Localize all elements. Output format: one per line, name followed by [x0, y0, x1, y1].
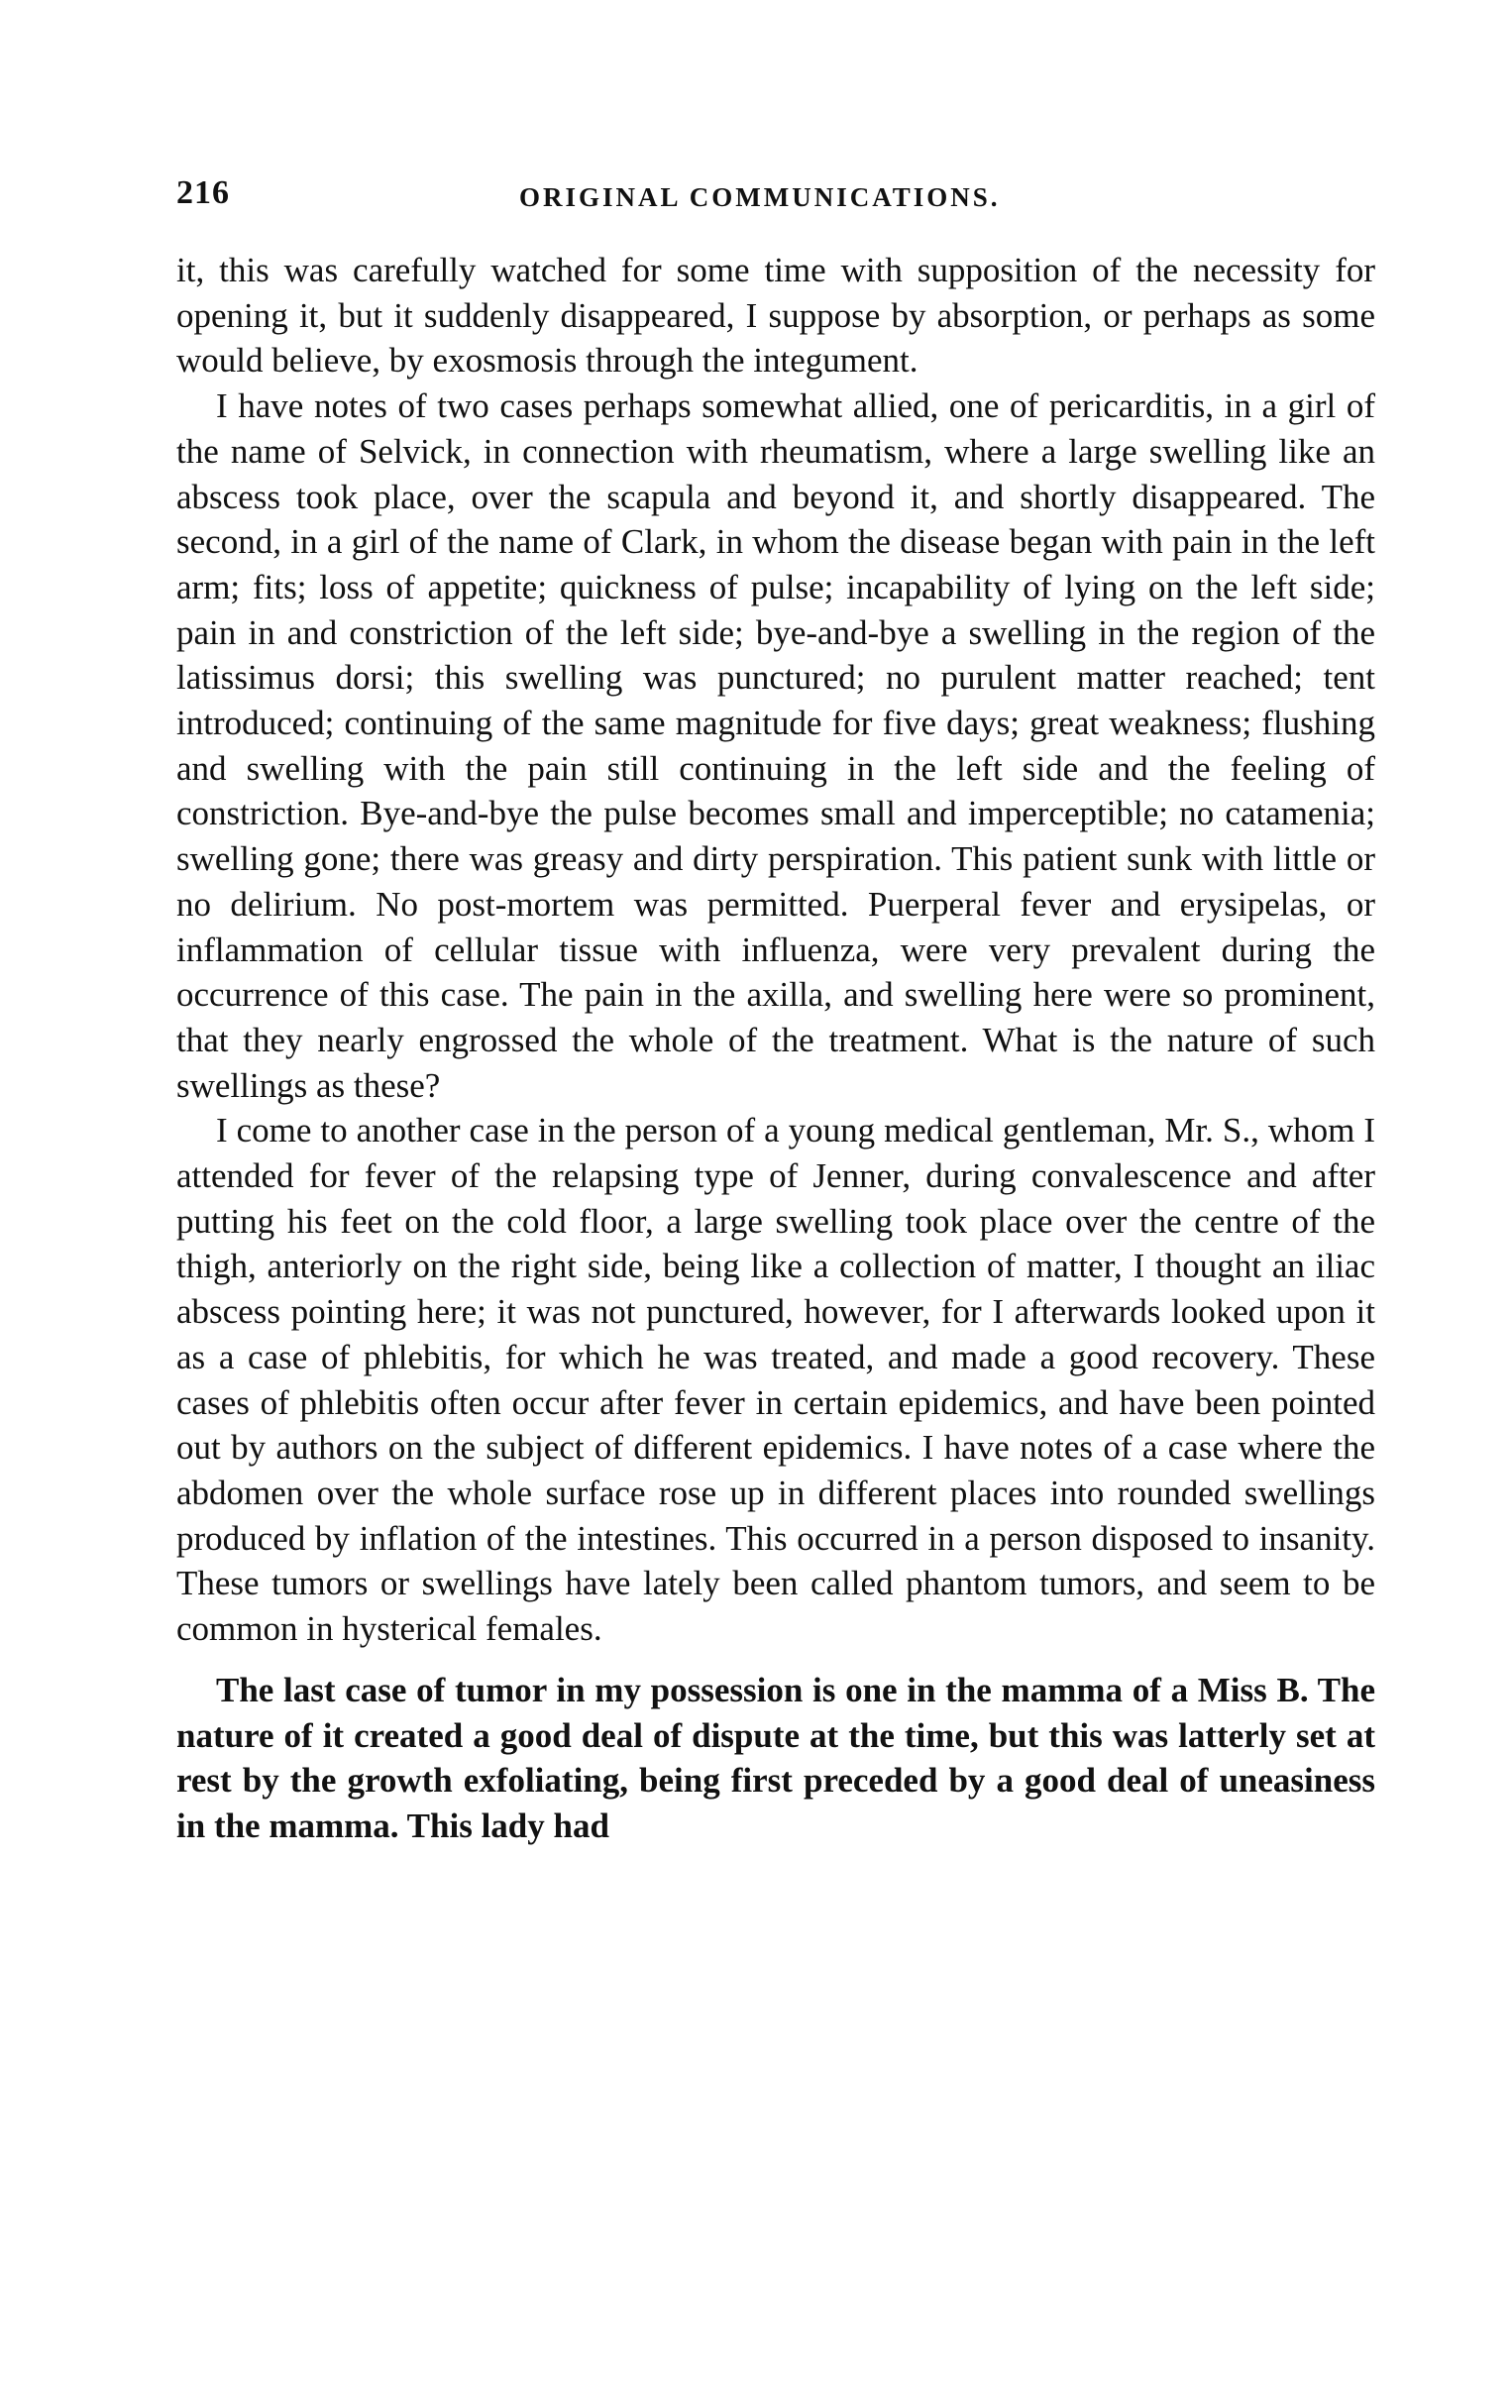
paragraph-pericarditis-cases: I have notes of two cases perhaps somewhat allied, one of pericarditis, in a girl of the name of Selvick, in connection with rheumatism, where a large swelling like an abscess took place, over the scapula and beyond it, and shortly disappeared. The second, in a girl of the name of Clark, in whom the disease began with pain in the left arm; fits; loss of appetite; quickness of pulse; incapability of lying on the left side; pain in and constriction of the left side; bye-and-bye a swelling in the region of the latissimus dorsi; this swelling was punctured; no purulent matter reached; tent introduced; continuing of the same magnitude for five days; great weakness; flushing and swelling with the pain still continuing in the left side and the feeling of constriction. Bye-and-bye the pulse becomes small and imperceptible; no catamenia; swelling gone; there was greasy and dirty perspiration. This patient sunk with little or no delirium. No post-mortem was permitted. Puerperal fever and erysipelas, or inflammation of cellular tissue with influenza, were very prevalent during the occurrence of this case. The pain in the axilla, and swelling here were so prominent, that they nearly engrossed the whole of the treatment. What is the nature of such swellings as these?: [176, 386, 1375, 1105]
page-number: 216: [176, 174, 230, 211]
paragraph-mamma-tumor: The last case of tumor in my possession is one in the mamma of a Miss B. The nature of it created a good deal of dispute at the time, but this was latterly set at rest by the growth exfoliating, being first preceded by a good deal of uneasiness in the mamma. This lady had: [176, 1670, 1375, 1845]
running-head-title: ORIGINAL COMMUNICATIONS.: [519, 182, 1001, 212]
paragraph-continued: it, this was carefully watched for some time with supposition of the necessity for opening it, but it suddenly disappeared, I suppose by absorption, or perhaps as some would believe, by exosmosis through the integument.: [176, 251, 1375, 381]
paragraph-phlebitis-case: I come to another case in the person of a young medical gentleman, Mr. S., whom I attended for fever of the relapsing type of Jenner, during convalescence and after putting his feet on the cold floor, a large swelling took place over the centre of the thigh, anteriorly on the right side, being like a collection of matter, I thought an iliac abscess pointing here; it was not punctured, however, for I afterwards looked upon it as a case of phlebitis, for which he was treated, and made a good recovery. These cases of phlebitis often occur after fever in certain epidemics, and have been pointed out by authors on the subject of different epidemics. I have notes of a case where the abdomen over the whole surface rose up in different places into rounded swellings produced by inflation of the intestines. This occurred in a person disposed to insanity. These tumors or swellings have lately been called phantom tumors, and seem to be common in hysterical females.: [176, 1111, 1375, 1649]
body-text: [176, 248, 1375, 1849]
running-head: [176, 174, 1375, 224]
